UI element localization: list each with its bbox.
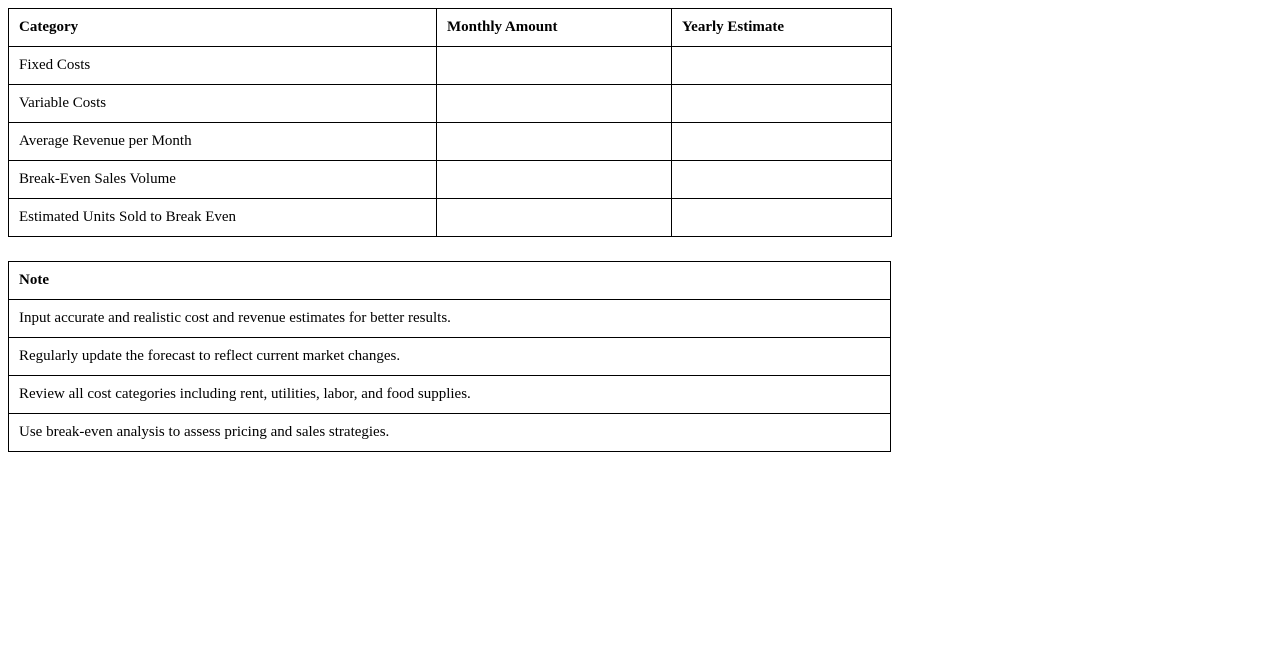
monthly-amount-cell — [437, 161, 672, 199]
note-row — [9, 300, 891, 338]
yearly-estimate-cell — [672, 161, 892, 199]
yearly-estimate-cell — [672, 199, 892, 237]
monthly-amount-cell — [437, 123, 672, 161]
note-text: Review all cost categories including rent, utilities, labor, and food supplies. — [9, 376, 891, 414]
category-cell: Average Revenue per Month — [9, 123, 437, 161]
header-yearly-estimate: Yearly Estimate — [672, 9, 892, 47]
note-text: Use break-even analysis to assess pricing and sales strategies. — [9, 414, 891, 452]
monthly-amount-cell — [437, 199, 672, 237]
category-cell: Variable Costs — [9, 85, 437, 123]
header-category: Category — [9, 9, 437, 47]
notes-table — [8, 261, 891, 452]
table-row — [9, 199, 892, 237]
table-row — [9, 47, 892, 85]
note-text: Regularly update the forecast to reflect current market changes. — [9, 338, 891, 376]
table-row — [9, 123, 892, 161]
header-monthly-amount: Monthly Amount — [437, 9, 672, 47]
yearly-estimate-cell — [672, 85, 892, 123]
header-note: Note — [9, 262, 891, 300]
category-cell: Break-Even Sales Volume — [9, 161, 437, 199]
monthly-amount-cell — [437, 85, 672, 123]
table-header-row — [9, 9, 892, 47]
table-row — [9, 85, 892, 123]
monthly-amount-cell — [437, 47, 672, 85]
note-row — [9, 414, 891, 452]
note-text: Input accurate and realistic cost and revenue estimates for better results. — [9, 300, 891, 338]
yearly-estimate-cell — [672, 47, 892, 85]
notes-header-row — [9, 262, 891, 300]
category-cell: Estimated Units Sold to Break Even — [9, 199, 437, 237]
note-row — [9, 376, 891, 414]
break-even-table — [8, 8, 892, 237]
yearly-estimate-cell — [672, 123, 892, 161]
note-row — [9, 338, 891, 376]
table-row — [9, 161, 892, 199]
category-cell: Fixed Costs — [9, 47, 437, 85]
